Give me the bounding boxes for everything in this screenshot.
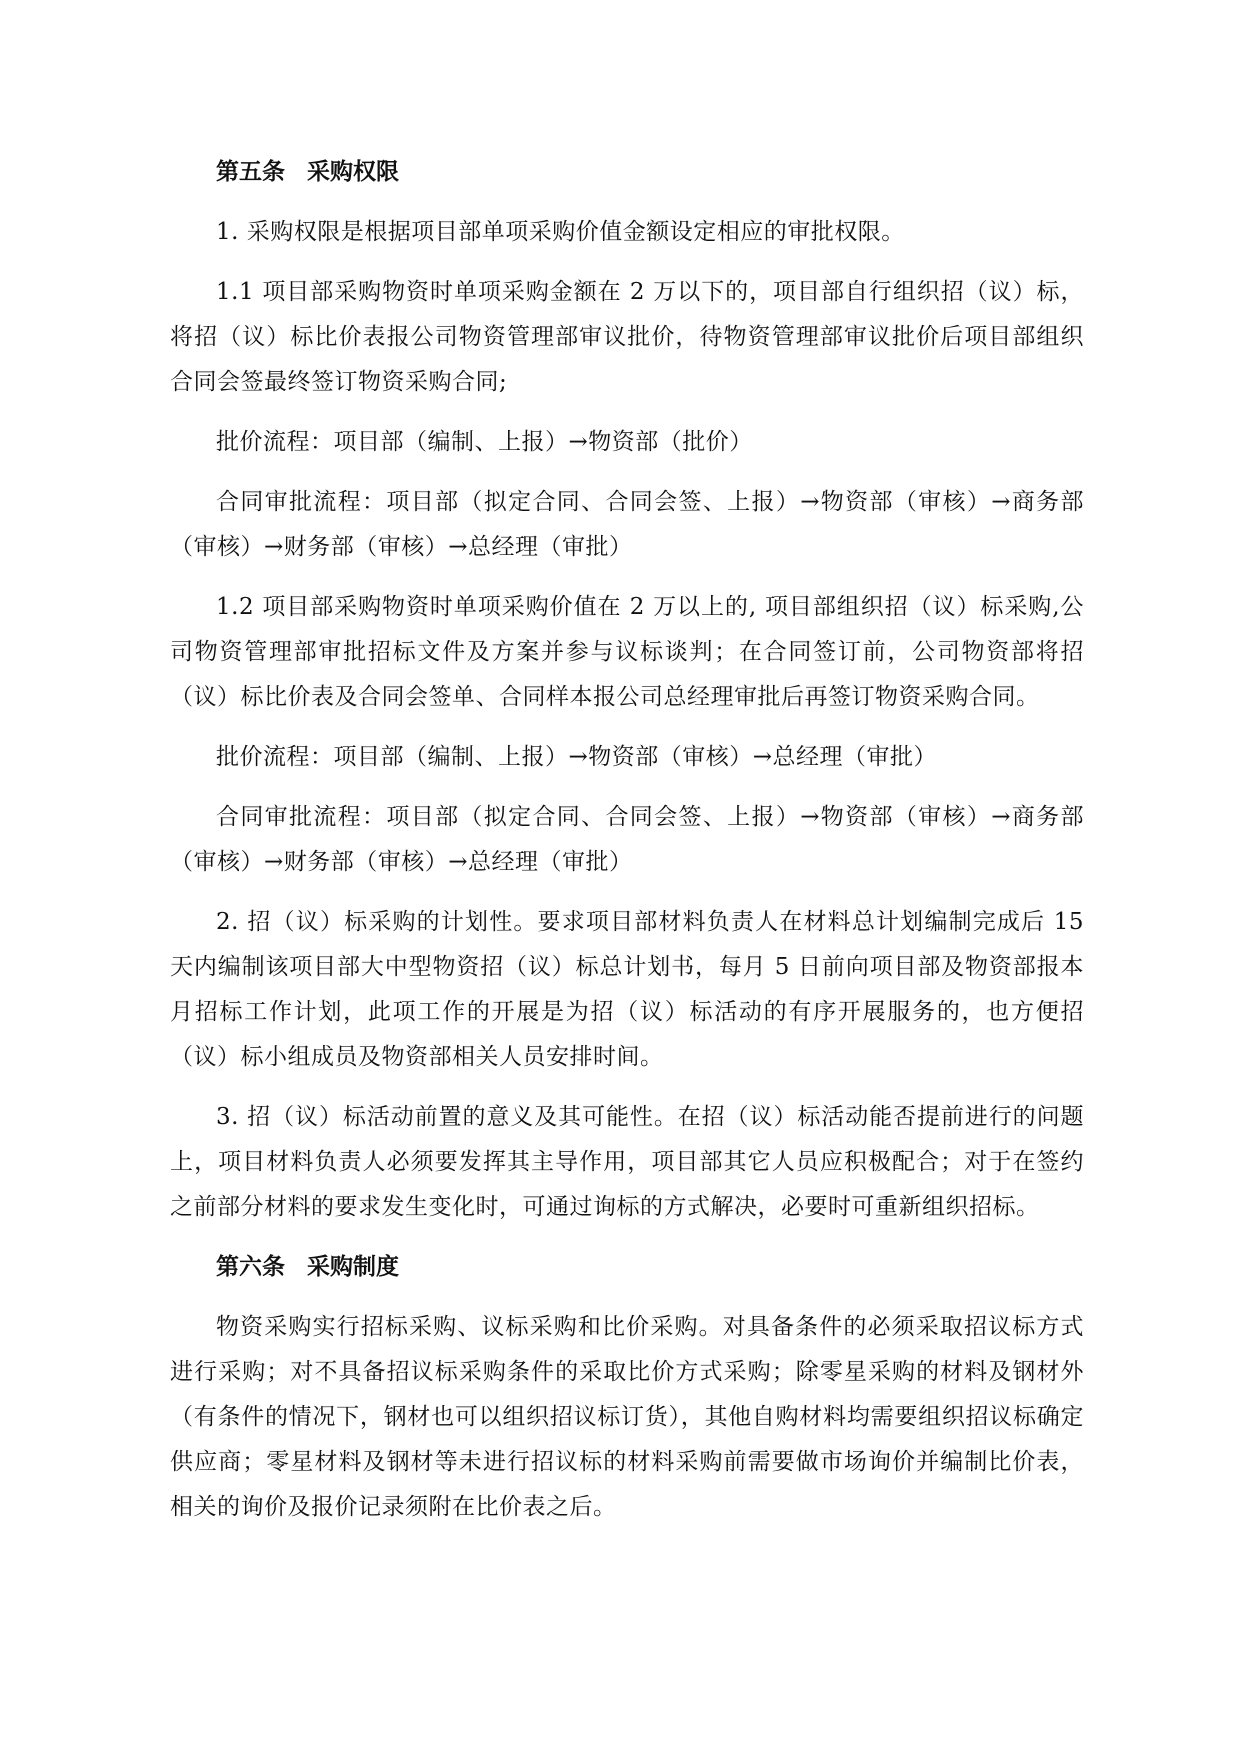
section-6-number: 第六条: [216, 1254, 285, 1280]
section-6-heading: [170, 1245, 1084, 1290]
section-5-contract-flow-2: 合同审批流程：项目部（拟定合同、合同会签、上报）→物资部（审核）→商务部（审核）→财务部（审核）→总经理（审批）: [170, 804, 1084, 875]
section-5-number: 第五条: [216, 159, 285, 185]
section-5-pricing-flow-2: 批价流程：项目部（编制、上报）→物资部（审核）→总经理（审批）: [216, 744, 938, 770]
section-5-paragraph-1-1: 1.1 项目部采购物资时单项采购金额在 2 万以下的，项目部自行组织招（议）标，将招（议）标比价表报公司物资管理部审议批价，待物资管理部审议批价后项目部组织合同会签最终签订物资采购合同;: [170, 279, 1084, 395]
section-5-contract-flow-1: 合同审批流程：项目部（拟定合同、合同会签、上报）→物资部（审核）→商务部（审核）→财务部（审核）→总经理（审批）: [170, 489, 1084, 560]
section-5-paragraph-2: 2. 招（议）标采购的计划性。要求项目部材料负责人在材料总计划编制完成后 15 天内编制该项目部大中型物资招（议）标总计划书，每月 5 日前向项目部及物资部报本月招标工作计划，此项工作的开展是为招（议）标活动的有序开展服务的，也方便招（议）标小组成员及物资部相关人员安排时间。: [170, 909, 1084, 1070]
section-5-paragraph-3: 3. 招（议）标活动前置的意义及其可能性。在招（议）标活动能否提前进行的问题上，项目材料负责人必须要发挥其主导作用，项目部其它人员应积极配合；对于在签约之前部分材料的要求发生变化时，可通过询标的方式解决，必要时可重新组织招标。: [170, 1104, 1084, 1220]
section-5-paragraph-1-2: 1.2 项目部采购物资时单项采购价值在 2 万以上的, 项目部组织招（议）标采购,公司物资管理部审批招标文件及方案并参与议标谈判；在合同签订前，公司物资部将招（议）标比价表及合同会签单、合同样本报公司总经理审批后再签订物资采购合同。: [170, 594, 1084, 710]
section-6-title: 采购制度: [307, 1254, 399, 1280]
section-5-title: 采购权限: [307, 159, 399, 185]
section-6-paragraph-1: 物资采购实行招标采购、议标采购和比价采购。对具备条件的必须采取招议标方式进行采购；对不具备招议标采购条件的采取比价方式采购；除零星采购的材料及钢材外（有条件的情况下，钢材也可以组织招议标订货），其他自购材料均需要组织招议标确定供应商；零星材料及钢材等未进行招议标的材料采购前需要做市场询价并编制比价表，相关的询价及报价记录须附在比价表之后。: [170, 1314, 1084, 1520]
section-5-heading: [170, 150, 1084, 195]
section-5-paragraph-1: 1. 采购权限是根据项目部单项采购价值金额设定相应的审批权限。: [216, 219, 905, 245]
document-body: [170, 150, 1084, 1545]
section-5-pricing-flow-1: 批价流程：项目部（编制、上报）→物资部（批价）: [216, 429, 753, 455]
